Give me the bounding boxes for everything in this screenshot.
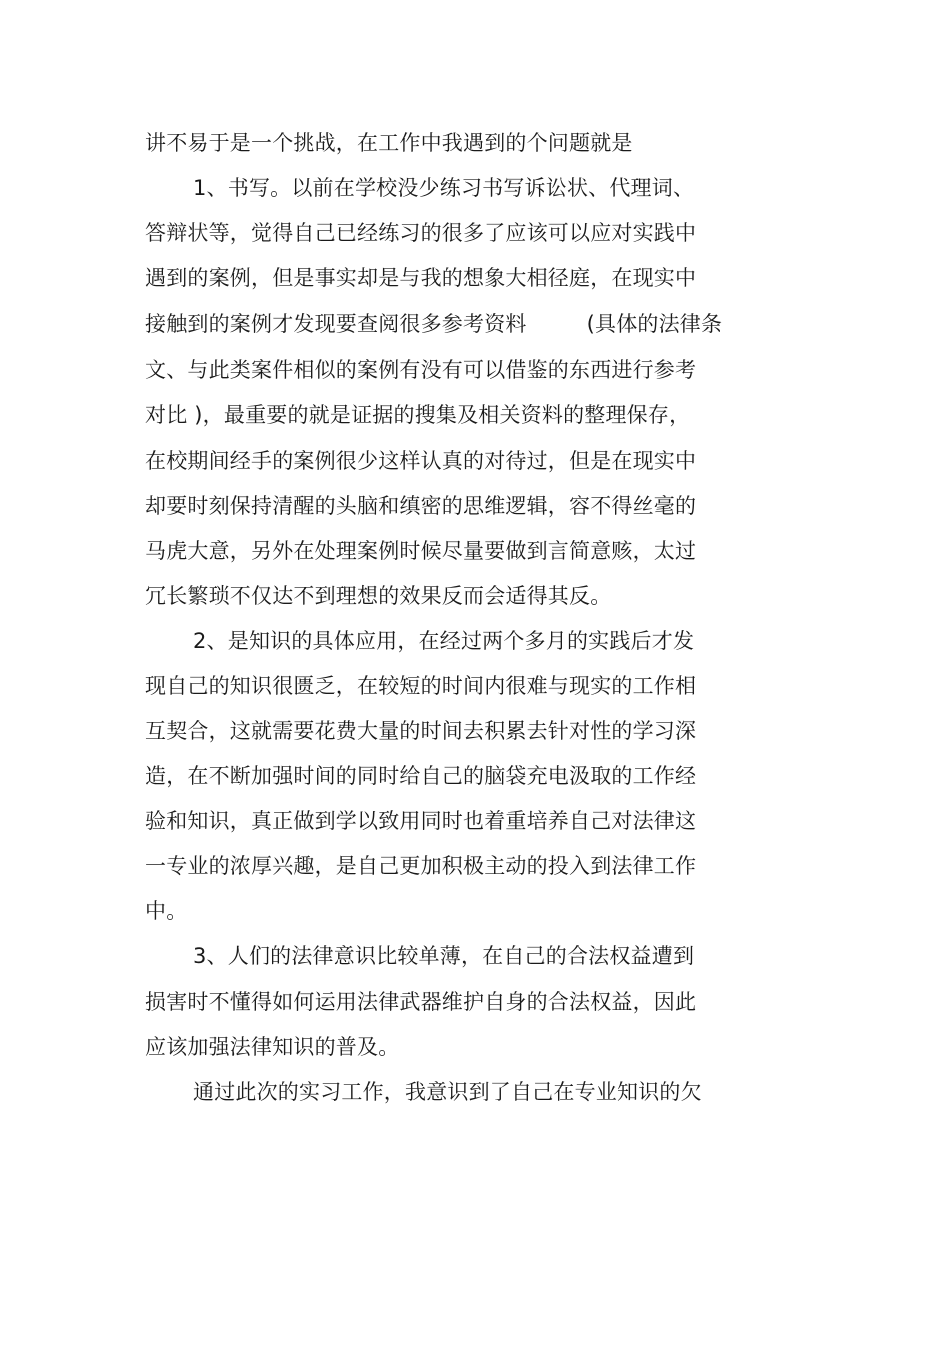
text-line: 讲不易于是一个挑战，在工作中我遇到的个问题就是 — [145, 131, 633, 155]
text-line: 对比 )，最重要的就是证据的搜集及相关资料的整理保存， — [145, 403, 691, 427]
text-segment: 接触到的案例才发现要查阅很多参考资料 — [145, 312, 527, 336]
text-line — [145, 310, 722, 338]
text-line: 冗长繁琐不仅达不到理想的效果反而会适得其反。 — [145, 584, 612, 608]
text-segment: (具体的法律条 — [586, 312, 723, 336]
text-line: 造，在不断加强时间的同时给自己的脑袋充电汲取的工作经 — [145, 764, 697, 788]
text-line: 验和知识，真正做到学以致用同时也着重培养自己对法律这 — [145, 809, 697, 833]
text-line: 1、书写。以前在学校没少练习书写诉讼状、代理词、 — [193, 176, 695, 200]
text-line: 通过此次的实习工作，我意识到了自己在专业知识的欠 — [193, 1080, 702, 1104]
text-line: 现自己的知识很匮乏，在较短的时间内很难与现实的工作相 — [145, 674, 697, 698]
text-line: 马虎大意，另外在处理案例时候尽量要做到言简意赅，太过 — [145, 539, 697, 563]
text-line: 中。 — [145, 899, 188, 923]
text-line: 3、人们的法律意识比较单薄，在自己的合法权益遭到 — [193, 944, 695, 968]
text-line: 2、是知识的具体应用，在经过两个多月的实践后才发 — [193, 629, 695, 653]
text-line: 答辩状等，觉得自己已经练习的很多了应该可以应对实践中 — [145, 221, 697, 245]
text-line: 文、与此类案件相似的案例有没有可以借鉴的东西进行参考 — [145, 358, 697, 382]
text-line: 在校期间经手的案例很少这样认真的对待过，但是在现实中 — [145, 449, 697, 473]
text-line: 一专业的浓厚兴趣，是自己更加积极主动的投入到法律工作 — [145, 854, 697, 878]
text-line: 互契合，这就需要花费大量的时间去积累去针对性的学习深 — [145, 719, 697, 743]
text-line: 遇到的案例，但是事实却是与我的想象大相径庭，在现实中 — [145, 266, 697, 290]
text-line: 损害时不懂得如何运用法律武器维护自身的合法权益，因此 — [145, 990, 697, 1014]
text-line: 应该加强法律知识的普及。 — [145, 1035, 400, 1059]
text-line: 却要时刻保持清醒的头脑和缜密的思维逻辑，容不得丝毫的 — [145, 494, 697, 518]
